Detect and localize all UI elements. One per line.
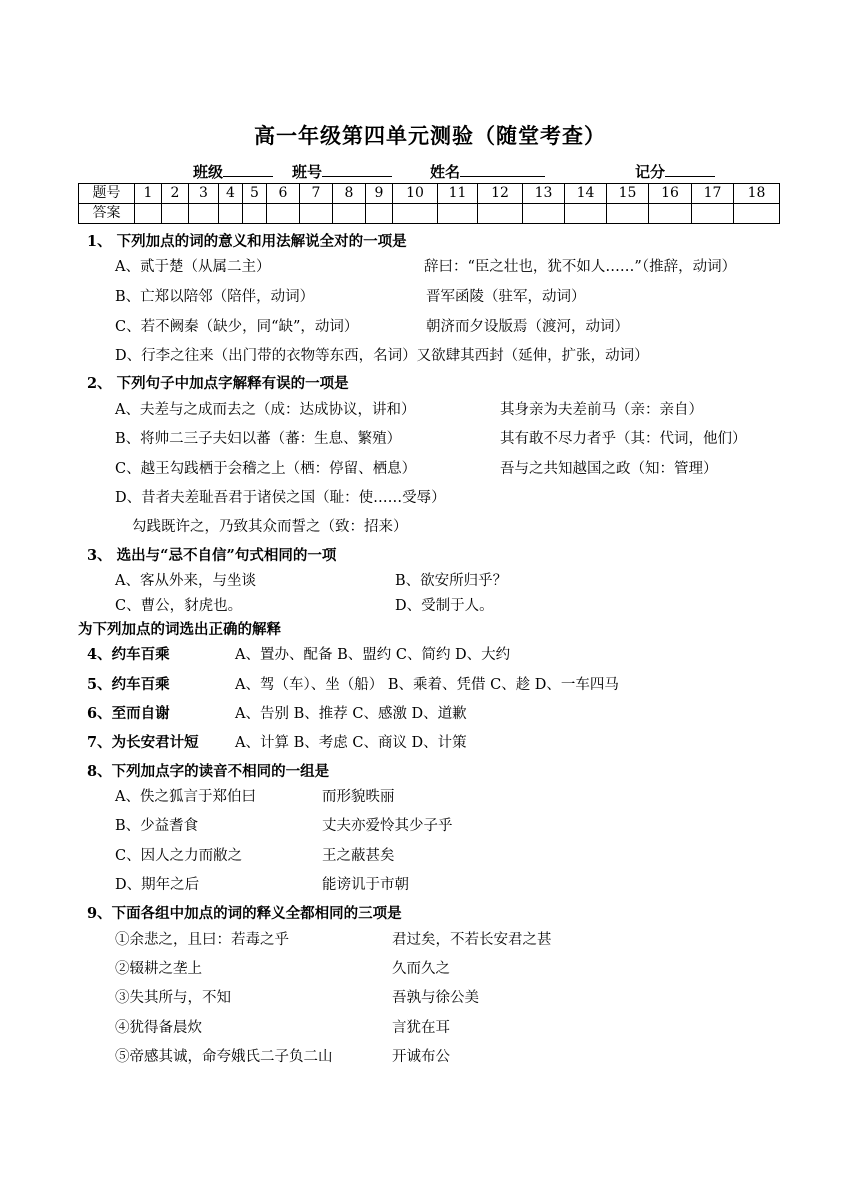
question-number-cell: 4 bbox=[219, 184, 243, 204]
question-heading: 9、下面各组中加点的词的释义全都相同的三项是 bbox=[87, 905, 402, 922]
question-option: A、客从外来，与坐谈 bbox=[115, 573, 256, 589]
question-number-cell: 10 bbox=[393, 184, 438, 204]
question-number-cell: 11 bbox=[438, 184, 478, 204]
answer-cell[interactable] bbox=[478, 204, 523, 224]
question-heading: 8、下列加点字的读音不相同的一组是 bbox=[87, 763, 330, 780]
question-option: 其身亲为夫差前马（亲：亲自） bbox=[500, 402, 703, 418]
question-option: 言犹在耳 bbox=[392, 1020, 450, 1036]
question-option: A、贰于楚（从属二主） bbox=[115, 259, 271, 275]
class-label: 班级 bbox=[193, 163, 224, 181]
question-option: 开诚布公 bbox=[392, 1049, 450, 1065]
question-option: D、受制于人。 bbox=[395, 598, 494, 614]
question-heading: 1、 下列加点的词的意义和用法解说全对的一项是 bbox=[87, 233, 407, 250]
question-number-cell: 3 bbox=[189, 184, 219, 204]
answer-header: 答案 bbox=[79, 204, 135, 224]
answer-cell[interactable] bbox=[692, 204, 734, 224]
question-option: B、少益耆食 bbox=[115, 818, 199, 834]
question-number-cell: 16 bbox=[649, 184, 692, 204]
answer-cell[interactable] bbox=[649, 204, 692, 224]
question-option: C、越王勾践栖于会稽之上（栖：停留、栖息） bbox=[115, 461, 417, 477]
question-heading: 4、约车百乘 bbox=[87, 646, 170, 663]
question-option: A、夫差与之成而去之（成：达成协议，讲和） bbox=[115, 402, 416, 418]
answer-cell[interactable] bbox=[135, 204, 162, 224]
score-label: 记分 bbox=[635, 163, 666, 181]
question-number-cell: 9 bbox=[366, 184, 393, 204]
question-option: A、驾（车）、坐（船） B、乘着、凭借 C、趁 D、一车四马 bbox=[235, 677, 619, 693]
question-option: 能谤讥于市朝 bbox=[322, 877, 409, 893]
question-option: B、将帅二三子夫妇以蕃（蕃：生息、繁殖） bbox=[115, 431, 402, 447]
question-number-header: 题号 bbox=[79, 184, 135, 204]
question-number-cell: 14 bbox=[565, 184, 607, 204]
question-option: ③失其所与，不知 bbox=[115, 990, 231, 1006]
question-option: D、行李之往来（出门带的衣物等东西，名词）又欲肆其西封（延伸，扩张，动词） bbox=[115, 348, 649, 364]
answer-cell[interactable] bbox=[523, 204, 565, 224]
question-number-cell: 12 bbox=[478, 184, 523, 204]
question-option: B、亡郑以陪邻（陪伴，动词） bbox=[115, 289, 315, 305]
question-heading: 为下列加点的词选出正确的解释 bbox=[78, 621, 281, 638]
question-option: C、若不阙秦（缺少，同“缺”，动词） bbox=[115, 319, 359, 335]
question-number-cell: 17 bbox=[692, 184, 734, 204]
number-field[interactable] bbox=[292, 161, 392, 182]
question-option: 吾与之共知越国之政（知：管理） bbox=[500, 461, 718, 477]
question-option: A、告别 B、推荐 C、感激 D、道歉 bbox=[235, 706, 467, 722]
answer-cell[interactable] bbox=[243, 204, 267, 224]
question-number-cell: 1 bbox=[135, 184, 162, 204]
question-option: 朝济而夕设版焉（渡河，动词） bbox=[426, 319, 629, 335]
question-option: 王之蔽甚矣 bbox=[322, 848, 395, 864]
answer-cell[interactable] bbox=[438, 204, 478, 224]
question-number-cell: 15 bbox=[607, 184, 649, 204]
question-option: 丈夫亦爱怜其少子乎 bbox=[322, 818, 453, 834]
number-label: 班号 bbox=[292, 163, 323, 181]
question-option: 勾践既许之，乃致其众而誓之（致：招来） bbox=[132, 519, 408, 535]
question-option: 晋军函陵（驻军，动词） bbox=[426, 289, 586, 305]
question-option: ①余悲之，且曰：若毒之乎 bbox=[115, 932, 289, 948]
question-option: D、期年之后 bbox=[115, 877, 200, 893]
question-option: 久而久之 bbox=[392, 961, 450, 977]
question-option: ④犹得备晨炊 bbox=[115, 1020, 202, 1036]
question-option: A、佚之狐言于郑伯曰 bbox=[115, 789, 256, 805]
answer-cell[interactable] bbox=[162, 204, 189, 224]
answer-cell[interactable] bbox=[366, 204, 393, 224]
question-option: ⑤帝感其诚，命夸娥氏二子负二山 bbox=[115, 1049, 333, 1065]
question-number-row bbox=[79, 184, 780, 204]
question-option: 而形貌昳丽 bbox=[322, 789, 395, 805]
answer-cell[interactable] bbox=[734, 204, 780, 224]
name-label: 姓名 bbox=[430, 163, 461, 181]
answer-cell[interactable] bbox=[565, 204, 607, 224]
question-option: A、置办、配备 B、盟约 C、简约 D、大约 bbox=[235, 647, 511, 663]
question-heading: 3、 选出与“忌不自信”句式相同的一项 bbox=[87, 547, 337, 564]
question-number-cell: 5 bbox=[243, 184, 267, 204]
answer-cell[interactable] bbox=[267, 204, 300, 224]
question-number-cell: 18 bbox=[734, 184, 780, 204]
answer-row bbox=[79, 204, 780, 224]
number-blank[interactable] bbox=[322, 162, 392, 177]
answer-cell[interactable] bbox=[607, 204, 649, 224]
question-number-cell: 13 bbox=[523, 184, 565, 204]
question-heading: 6、至而自谢 bbox=[87, 705, 170, 722]
question-option: B、欲安所归乎？ bbox=[395, 573, 508, 589]
question-heading: 2、 下列句子中加点字解释有误的一项是 bbox=[87, 375, 349, 392]
class-field[interactable] bbox=[193, 161, 273, 182]
question-option: D、昔者夫差耻吾君于诸侯之国（耻：使……受辱） bbox=[115, 490, 446, 506]
question-number-cell: 8 bbox=[333, 184, 366, 204]
question-number-cell: 7 bbox=[300, 184, 333, 204]
answer-cell[interactable] bbox=[219, 204, 243, 224]
question-option: C、因人之力而敝之 bbox=[115, 848, 243, 864]
answer-cell[interactable] bbox=[300, 204, 333, 224]
class-blank[interactable] bbox=[223, 162, 273, 177]
score-blank[interactable] bbox=[665, 162, 715, 177]
question-option: ②辍耕之垄上 bbox=[115, 961, 202, 977]
answer-cell[interactable] bbox=[333, 204, 366, 224]
question-option: A、计算 B、考虑 C、商议 D、计策 bbox=[235, 735, 467, 751]
question-option: 辞曰：“臣之壮也，犹不如人……”（推辞，动词） bbox=[424, 259, 737, 275]
score-field[interactable] bbox=[635, 161, 715, 182]
question-heading: 7、为长安君计短 bbox=[87, 734, 199, 751]
name-blank[interactable] bbox=[460, 162, 545, 177]
answer-cell[interactable] bbox=[393, 204, 438, 224]
question-option: C、曹公，豺虎也。 bbox=[115, 598, 243, 614]
question-number-cell: 6 bbox=[267, 184, 300, 204]
question-option: 其有敢不尽力者乎（其：代词，他们） bbox=[500, 431, 747, 447]
question-option: 君过矣，不若长安君之甚 bbox=[392, 932, 552, 948]
answer-cell[interactable] bbox=[189, 204, 219, 224]
student-info-row bbox=[0, 161, 860, 181]
answer-table bbox=[78, 183, 780, 224]
name-field[interactable] bbox=[430, 161, 545, 182]
question-option: 吾孰与徐公美 bbox=[392, 990, 479, 1006]
page-title: 高一年级第四单元测验（随堂考查） bbox=[254, 123, 606, 148]
question-number-cell: 2 bbox=[162, 184, 189, 204]
question-heading: 5、约车百乘 bbox=[87, 676, 170, 693]
